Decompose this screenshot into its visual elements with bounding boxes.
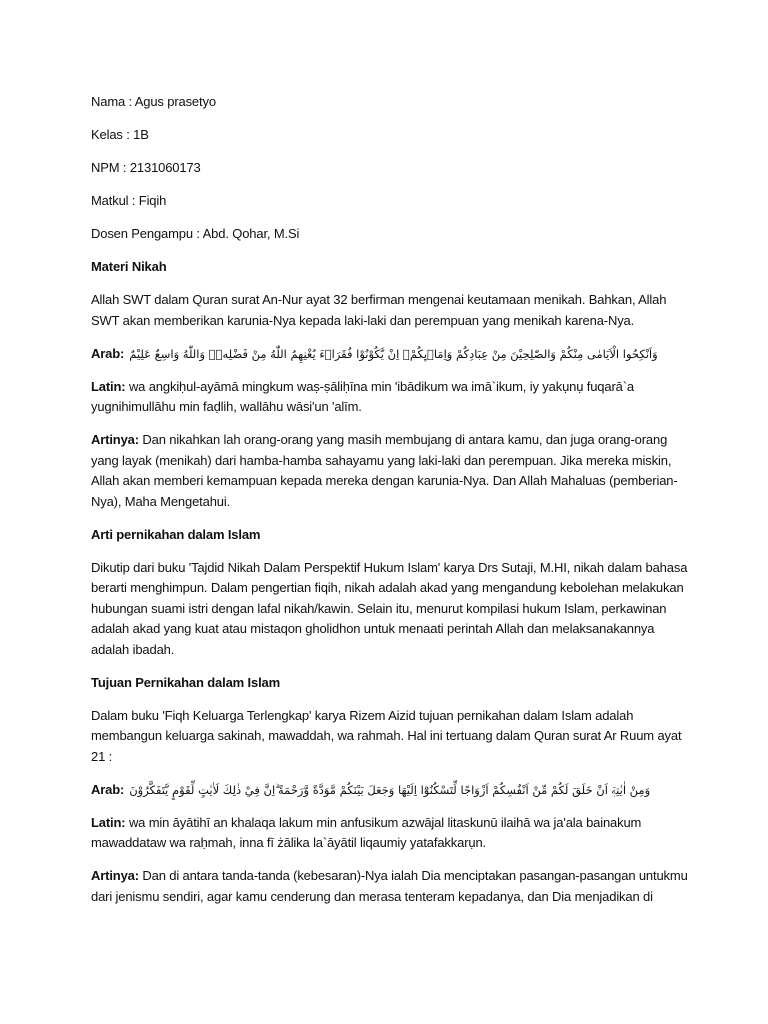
section3-intro: Dalam buku 'Fiqh Keluarga Terlengkap' karya Rizem Aizid tujuan pernikahan dalam Islam adalah membangun keluarga sakinah, mawaddah, wa rahmah. Hal ini tertuang dalam Quran surat Ar Ruum ayat 21 :: [91, 707, 682, 764]
section1-arabic-verse: [91, 344, 691, 365]
section3-translation: [91, 866, 691, 907]
section2-body: Dikutip dari buku 'Tajdid Nikah Dalam Perspektif Hukum Islam' karya Drs Sutaji, M.HI, nikah dalam bahasa berarti menghimpun. Dalam pengertian fiqih, nikah adalah akad yang mengandung kebolehan melakukan hubungan suami istri dengan lafal nikah/kawin. Selain itu, menurut kompilasi hukum Islam, perkawinan adalah akad yang kuat atau mistaqon gholidhon untuk menaati perintah Allah dan melaksanakannya adalah ibadah.: [91, 559, 688, 657]
section-title-materi-nikah: Materi Nikah: [91, 259, 167, 274]
latin-label: Latin:: [91, 814, 126, 830]
lecturer-name: Dosen Pengampu : Abd. Qohar, M.Si: [91, 226, 300, 241]
section-title-tujuan-pernikahan: Tujuan Pernikahan dalam Islam: [91, 674, 281, 690]
latin-text: wa min āyātihī an khalaqa lakum min anfusikum azwājal litaskunū ilaihā wa ja'ala bainakum mawaddataw wa raḥmah, inna fī żālika la`āyātil liqaumiy yatafakkarụn.: [91, 814, 642, 850]
section1-translation: [91, 430, 691, 512]
arabic-label: Arab:: [91, 781, 125, 797]
section-title-arti-pernikahan: Arti pernikahan dalam Islam: [91, 526, 261, 542]
translation-text: Dan nikahkan lah orang-orang yang masih membujang di antara kamu, dan juga orang-orang yang layak (menikah) dari hamba-hamba sahayamu yang laki-laki dan perempuan. Jika mereka miskin, Allah akan memberi kemampuan kepada mereka dengan karunia-Nya. Dan Allah Mahaluas (pemberian-Nya), Maha Mengetahui.: [91, 432, 678, 509]
translation-text: Dan di antara tanda-tanda (kebesaran)-Nya ialah Dia menciptakan pasangan-pasangan untukmu dari jenismu sendiri, agar kamu cenderung dan merasa tenteram kepadanya, dan Dia menjadikan di: [91, 868, 688, 904]
latin-label: Latin:: [91, 378, 126, 394]
section3-arabic-verse: [91, 780, 691, 801]
translation-label: Artinya:: [91, 432, 139, 447]
section3-latin: [91, 813, 691, 854]
section1-latin: [91, 377, 691, 418]
student-class: Kelas : 1B: [91, 127, 149, 142]
arabic-label: Arab:: [91, 345, 125, 361]
course-name: Matkul : Fiqih: [91, 193, 167, 208]
latin-text: wa angkiḥul-ayāmā mingkum waṣ-ṣāliḥīna min 'ibādikum wa imā`ikum, iy yakụnụ fuqarā`a yugnihimullāhu min faḍlih, wallāhu wāsi'un 'alīm.: [91, 378, 634, 414]
student-name: Nama : Agus prasetyo: [91, 94, 216, 109]
document-body: [91, 92, 691, 920]
student-npm: NPM : 2131060173: [91, 160, 201, 175]
arabic-text: وَاَنْكِحُوا الْاَيَامٰى مِنْكُمْ وَالصّٰلِحِيْنَ مِنْ عِبَادِكُمْ وَاِمَاۤىِٕكُمْۗ اِنْ يَّكُوْنُوْا فُقَرَاۤءَ يُغْنِهِمُ اللّٰهُ مِنْ فَضْلِهٖۗ وَاللّٰهُ وَاسِعٌ عَلِيْمٌ: [129, 346, 658, 361]
section1-intro: Allah SWT dalam Quran surat An-Nur ayat 32 berfirman mengenai keutamaan menikah. Bahkan, Allah SWT akan memberikan karunia-Nya kepada laki-laki dan perempuan yang menikah karena-Nya.: [91, 292, 667, 328]
arabic-text: وَمِنْ اٰيٰتِهٖٓ اَنْ خَلَقَ لَكُمْ مِّنْ اَنْفُسِكُمْ اَزْوَاجًا لِّتَسْكُنُوْٓا اِلَيْهَا وَجَعَلَ بَيْنَكُمْ مَّوَدَّةً وَّرَحْمَةً ۗاِنَّ فِيْ ذٰلِكَ لَاٰيٰتٍ لِّقَوْمٍ يَّتَفَكَّرُوْنَ: [129, 782, 651, 797]
translation-label: Artinya:: [91, 868, 139, 883]
